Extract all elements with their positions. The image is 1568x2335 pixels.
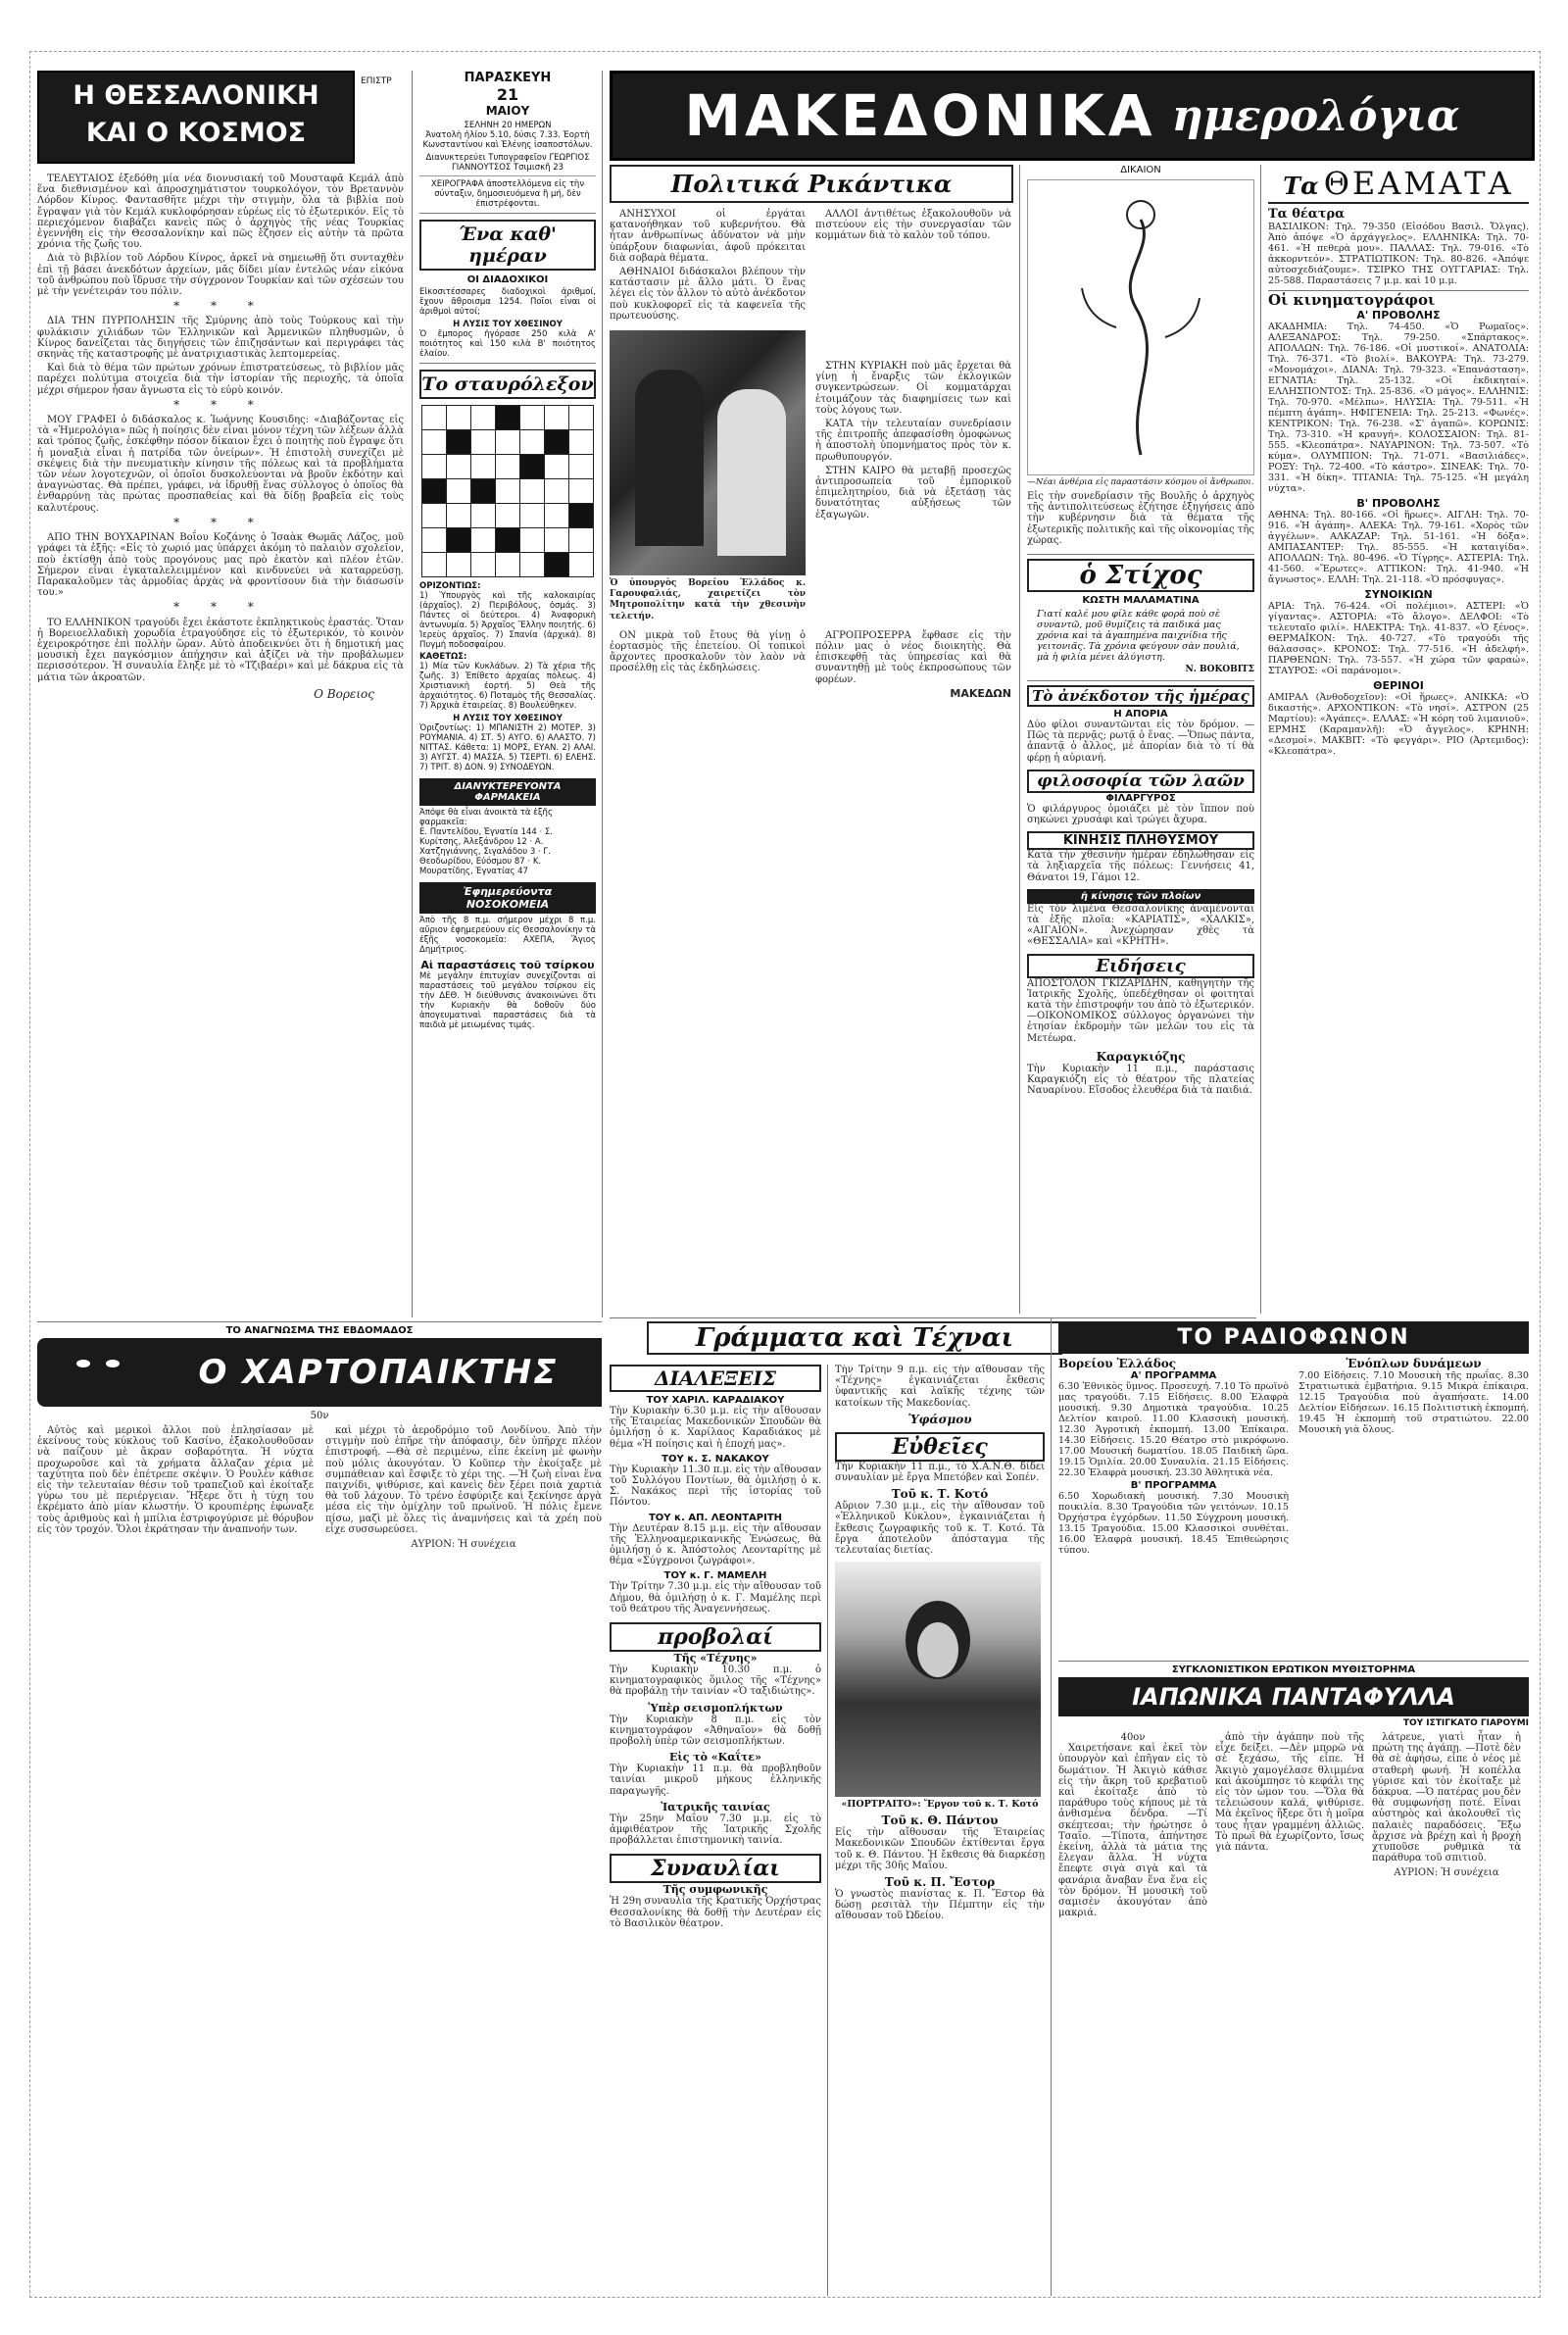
kiniseis-section	[1027, 831, 1254, 883]
iaponika-col-1	[1058, 1732, 1207, 1921]
karagkiozis-text: Τὴν Κυριακὴν 11 π.μ., παράστασις Καραγκιόζη εἰς τὸ θέατρον τῆς πλατείας Ναυαρίνου. Εἴσοδος ἐλευθέρα διὰ τὰ παιδιά.	[1027, 1063, 1254, 1097]
crossword-cell	[471, 455, 496, 479]
seismo-head: Ὑπὲρ σεισμοπλήκτων	[648, 1701, 783, 1714]
portrait-caption: «ΠΟΡΤΡΑΙΤΟ»: Ἔργον τοῦ κ. Τ. Κοτό	[841, 1799, 1039, 1811]
pharmacies-title: ΔΙΑΝΥΚΤΕΡΕΥΟΝΤΑ ΦΑΡΜΑΚΕΙΑ	[419, 778, 596, 806]
second-run-head: Β' ΠΡΟΒΟΛΗΣ	[1356, 497, 1441, 510]
iaponika-episode: 40ον	[1120, 1732, 1146, 1743]
section-stars: * * *	[173, 299, 268, 314]
makedonika-banner-script: ημερολόγια	[1171, 90, 1460, 141]
crossword-down: 1) Μία τῶν Κυκλάδων. 2) Τὰ χέρια τῆς ζωῆς. 3) Ἐπίθετο ἀρχαίας πόλεως. 4) Χριστιανικὴ ἑορτή. 5) Θεὰ τῆς ἀρχαιότητος. 6) Ποταμὸς τῆς Θεσσαλίας. 7) Ἀρχικὰ ἑταιρείας. 8) Βουλεύθηκεν.	[419, 662, 596, 711]
section-stars: * * *	[173, 397, 268, 412]
karagkiozis-title: Καραγκιόζης	[1096, 1049, 1186, 1064]
radio-station: Βορείου Ἑλλάδος	[1058, 1357, 1177, 1370]
column-rule	[1019, 165, 1020, 1314]
date-number: 21	[496, 85, 519, 104]
stixos-section	[1027, 554, 1254, 674]
lecture-4-text: Τὴν Τρίτην 7.30 μ.μ. εἰς τὴν αἴθουσαν τοῦ Δήμου, θὰ ὁμιλήσῃ ὁ κ. Γ. Μαμέλης περὶ τοῦ θεάτρου τῆς Ἀναγεννήσεως.	[610, 1581, 821, 1615]
politika-bottom	[610, 630, 1013, 699]
iaponika-col-2	[1215, 1732, 1364, 1921]
lecture-4-head: ΤΟΥ κ. Γ. ΜΑΜΕΛΗ	[663, 1570, 767, 1582]
crossword-cell	[520, 406, 545, 430]
politika-paragraph: ΑΝΗΣΥΧΟΙ οἱ ἐργάται κατανοήθηκαν τοῦ κυβερνήτου. Θὰ ἦταν ἀνθρωπίνως ἀδύνατον νὰ μὴν ὑπάρξουν διαφωνίαι, ἀφοῦ πρόκειται διὰ σοβαρὰ θέματα.	[610, 209, 806, 264]
column-rule	[1260, 165, 1261, 1314]
politika-paragraph: ΑΘΗΝΑΙΟΙ διδάσκαλοι βλέπουν τὴν κατάστασιν μὲ ἄλλο μάτι. Ὁ ἕνας λέγει εἰς τὸν ἄλλον τὸ αὐτὸ ἀνέκδοτον ποὺ κυκλοφορεῖ εἰς τὰ καφενεῖα τῆς πρωτευούσης.	[610, 267, 806, 322]
crossword-cell	[520, 528, 545, 553]
photo-figure-left	[635, 370, 704, 546]
anekdoton-section	[1027, 680, 1254, 764]
thessaloniki-body	[37, 174, 404, 700]
anekdoton-subtitle: Η ΑΠΟΡΙΑ	[1113, 709, 1168, 720]
kaite-text: Τὴν Κυριακὴν 11 π.μ. θὰ προβληθοῦν ταινίαι μικροῦ μήκους ἑλληνικῆς παραγωγῆς.	[610, 1764, 821, 1797]
kotop-text: Αὔριον 7.30 μ.μ., εἰς τὴν αἴθουσαν τοῦ «Ἑλληνικοῦ Κύκλου», ἐγκαινιάζεται ἡ ἔκθεσις ζωγραφικῆς τοῦ κ. Τ. Κοτό. Τὰ ἔργα ἀποτελοῦν ἀπόσταγμα τῆς τελευταίας διετίας.	[835, 1501, 1045, 1557]
crossword-cell	[447, 430, 471, 455]
crossword-cell	[545, 528, 569, 553]
yfos-head: Ὑφάσμου	[907, 1412, 972, 1426]
kotop-head: Τοῦ κ. Τ. Κοτό	[891, 1487, 989, 1502]
crossword-cell	[447, 504, 471, 528]
hospitals-title: Ἐφημερεύοντα ΝΟΣΟΚΟΜΕΙΑ	[419, 882, 596, 914]
ena-kath-answer-head: Η ΛΥΣΙΣ ΤΟΥ ΧΘΕΣΙΝΟΥ	[453, 320, 563, 329]
politika-paragraph: ΟΝ μικρὰ τοῦ ἔτους θὰ γίνῃ ὁ ἐορτασμὸς τῆς ἐπετείου. Οἱ τοπικοὶ ἄρχοντες προσκαλοῦν τὸν λαὸν νὰ προσέλθῃ εἰς τὰς ἐκδηλώσεις.	[610, 629, 806, 674]
thessaloniki-paragraph: Καὶ διὰ τὸ θέμα τῶν πρώτων χρόνων ἐπιστρατεύσεως, τὸ βιβλίον μᾶς παρέχει πολύτιμα στοιχεῖα διὰ τὴν ἱστορίαν τῆς περιοχῆς, τὰ ὁποῖα μέχρι σήμερον ἦσαν ἄγνωστα εἰς τὸ εὐρὺ κοινόν.	[37, 363, 404, 396]
theamata-column	[1268, 165, 1529, 1314]
ena-kath-section	[419, 220, 596, 364]
theatres-head: Τα θέατρα	[1268, 207, 1346, 222]
thessaloniki-column	[37, 71, 404, 1314]
cinema-head: Οἱ κινηματογράφοι	[1268, 290, 1529, 309]
lecture-3-text: Τὴν Δευτέραν 8.15 μ.μ. εἰς τὴν αἴθουσαν τῆς Ἑλληνοαμερικανικῆς Ἑνώσεως, θὰ ὁμιλήσῃ ὁ κ. Ἀπόστολος Λεονταρίτης μὲ θέμα «Σύγχρονοι ζωγράφοι».	[610, 1522, 821, 1567]
info-column	[419, 71, 596, 1317]
crossword-cell	[447, 406, 471, 430]
proboles-title: προβολαί	[610, 1622, 821, 1652]
grammata-title: Γράμματα καὶ Τέχναι	[647, 1321, 1062, 1355]
ploia-text: Εἰς τὸν λιμένα Θεσσαλονίκης ἀναμένονται τὰ ἑξῆς πλοῖα: «ΚΑΡΙΑΤΙΣ», «ΧΑΛΚΙΣ», «ΑΙΓΑΙΟΝ». Ἀνεχώρησαν χθὲς τὰ «ΘΕΣΣΑΛΙΑ» καὶ «ΚΡΗΤΗ».	[1027, 903, 1254, 948]
lecture-1-head: ΤΟΥ ΧΑΡΙΛ. ΚΑΡΑΔΙΑΚΟΥ	[646, 1395, 785, 1406]
crossword-cell	[496, 479, 520, 504]
radio-section	[1058, 1321, 1529, 1655]
therinoi-list: ΑΜΙΡΑΛ (Ἀνθοδοχεῖον): «Οἱ ἥρωες». ΑΝΙΚΚΑ: «Ὁ δικαστής». ΑΡΧΟΝΤΙΚΟΝ: «Τὸ νησί». ΑΣΤΡΟΝ (25 Μαρτίου): «Ἀγάπες». ΕΛΛΑΣ: «Ἡ κόρη τοῦ λιμανιοῦ». ΕΡΜΗΣ (Καραμανλῆ): «Ὁ ἄγγελος». ΚΡΗΝΗ: «Δεσμοί». ΜΑΚΒΙΤ: «Τὸ φεγγάρι». ΡΙΟ (Ἀρτεμιδος): «Κλεοπάτρα».	[1268, 692, 1529, 757]
manuscript-note: ΧΕΙΡΟΓΡΑΦΑ ἀποστελλόμενα εἰς τὴν σύνταξιν, δημοσιευόμενα ἢ μή, δὲν ἐπιστρέφονται.	[419, 175, 596, 209]
iatr-head: Ἰατρικῆς ταινίας	[661, 1800, 770, 1813]
crossword-cell	[471, 528, 496, 553]
radio-forces: 7.00 Εἰδήσεις. 7.10 Μουσικὴ τῆς πρωΐας. 8.30 Στρατιωτικὰ ἐμβατήρια. 9.15 Μικρὰ ἐπίκαιρα. 12.15 Τραγούδια ποὺ ἀγαπήσατε. 14.00 Δελτίον Εἰδήσεων. 16.15 Πολιτιστικὴ ἐκπομπή. 19.45 Ἡ ἐκπομπὴ τοῦ στρατιώτου. 22.00 Μουσικὴ γιὰ ὅλους.	[1298, 1370, 1529, 1435]
lecture-3-head: ΤΟΥ κ. ΑΠ. ΛΕΟΝΤΑΡΙΤΗ	[648, 1512, 783, 1523]
crossword-cell	[496, 406, 520, 430]
crossword-cell	[520, 504, 545, 528]
crossword-cell	[569, 528, 594, 553]
iaponika-text: ἀπὸ τὴν ἀγάπην ποὺ τῆς εἶχε δείξει. —Δὲν μπορῶ νὰ σὲ ξεχάσω, τῆς εἶπε. Ἡ Ἀκιγιὸ χαμογέλασε θλιμμένα καὶ ἀκούμπησε τὸ κεφάλι της εἰς τὸν ὦμον του. —Ὅλα θὰ τελειώσουν καλά, ψιθύρισε. Μὰ ἐκεῖνος ἤξερε ὅτι ἡ μοῖρα τους ἦταν γραμμένη ἀλλιῶς. Τὸ πρωΐ θὰ ἐχωρίζοντο, ἴσως γιὰ πάντα.	[1215, 1732, 1364, 1854]
crossword-cell	[471, 479, 496, 504]
column-rule	[1051, 1317, 1052, 2296]
lecture-1-text: Τὴν Κυριακὴν 6.30 μ.μ. εἰς τὴν αἴθουσαν τῆς Ἑταιρείας Μακεδονικῶν Σπουδῶν θὰ ὁμιλήσῃ ὁ κ. Χαρίλαος Καραδιάκος μὲ θέμα «Ἡ ποίησις καὶ ἡ ἐποχή μας».	[610, 1406, 821, 1450]
crossword-cell	[471, 504, 496, 528]
anekdoton-text: Δύο φίλοι συναντῶνται εἰς τὸν δρόμον. —Πῶς τὰ περνᾷς; ρωτᾷ ὁ ἕνας. —Ὅπως πάντα, ἀπαντᾷ ὁ ἄλλος, μὲ ἀπορίαν διὰ τὸ τί θὰ φέρῃ ἡ αὐριανή.	[1027, 720, 1254, 764]
crossword-cell	[496, 504, 520, 528]
radio-prog2: 6.50 Χορωδιακὴ μουσική. 7.30 Μουσικὴ ποικιλία. 8.30 Τραγούδια τῶν γειτόνων. 10.15 Ὀρχήστρα ἐγχόρδων. 11.50 Σύγχρονη μουσική. 13.15 Τραγούδια. 15.00 Κλασσικοὶ συνθέται. 16.00 Ἐλαφρὰ μουσική. 18.45 Ἐπιθεώρησις τύπου.	[1058, 1491, 1289, 1556]
radio-prog1-head: Α' ΠΡΟΓΡΑΜΜΑ	[1130, 1370, 1217, 1381]
politika-column	[610, 165, 1013, 1314]
crossword-cell	[422, 504, 447, 528]
section-stars: * * *	[173, 515, 268, 529]
kaite-head: Εἰς τὸ «Καΐτε»	[669, 1751, 761, 1764]
moon-phase: ΣΕΛΗΝΗ 20 ΗΜΕΡΩΝ	[464, 121, 552, 130]
sun-info: Ἀνατολὴ ἡλίου 5.10, δύσις 7.33. Ἑορτὴ Κωνσταντίνου καὶ Ἑλένης ἰσαποστόλων.	[422, 130, 593, 150]
ena-kath-title: Ένα καθ' ημέραν	[419, 220, 596, 271]
face-eye	[76, 1360, 90, 1367]
pharmacies-section	[419, 778, 596, 876]
chartopaiktis-footer: ΑΥΡΙΟΝ: Ἡ συνέχεια	[411, 1539, 516, 1551]
crossword-cell	[569, 430, 594, 455]
politika-col-a	[610, 209, 806, 324]
first-run-head: Α' ΠΡΟΒΟΛΗΣ	[1356, 309, 1441, 322]
chartopaiktis-col-2	[325, 1425, 602, 1550]
stixos-poem: Γιατί καλέ μου φίλε κάθε φορά ποὺ σὲ συναντῶ, μοῦ θυμίζεις τὰ παιδικά μας χρόνια καὶ τὰ ἀγαπημένα παιχνίδια τῆς γειτονιᾶς. Τὰ χρόνια φεύγουν σὰν πουλιά, μὰ ἡ φιλία μένει ἀλύγιστη.	[1037, 609, 1240, 664]
face-eye	[106, 1360, 120, 1367]
theamata-title-script: Τα	[1283, 172, 1319, 200]
section-rule	[37, 1321, 602, 1322]
grammata-intro: Τὴν Τρίτην 9 π.μ. εἰς τὴν αἴθουσαν τῆς «Τέχνης» ἐγκαινιάζεται ἔκθεσις ὑφαντικῆς καὶ λαϊκῆς τέχνης τῶν κατοίκων τῆς Μακεδονίας.	[835, 1365, 1045, 1409]
makedonika-banner	[610, 71, 1535, 161]
eidiseis-text: ΑΠΟΣΤΟΛΟΝ ΓΚΙΖΑΡΙΔΗΝ, καθηγητὴν τῆς Ἱατρικῆς Σχολῆς, ὑπεδέχθησαν οἱ φοιτηταὶ κατὰ τὴν ἐπιστροφήν του ἀπὸ τὸ ἐξωτερικόν. —ΟΙΚΟΝΟΜΙΚΟΣ σύλλογος ὀργανώνει τὴν ἐτησίαν ἐκδρομὴν τῶν μελῶν του εἰς τὰ Μετέωρα.	[1027, 977, 1254, 1044]
thessaloniki-title-line2: ΚΑΙ Ο ΚΟΣΜΟΣ	[85, 118, 307, 148]
lecture-2-head: ΤΟΥ κ. Σ. ΝΑΚΑΚΟΥ	[662, 1453, 769, 1465]
symph-text: Ἡ 29η συναυλία τῆς Κρατικῆς Ὀρχήστρας Θεσσαλονίκης θὰ δοθῇ τὴν Δευτέραν εἰς τὸ Βασιλικὸν θέατρον.	[610, 1896, 821, 1929]
filosofia-subtitle: ΦΙΛΑΡΓΥΡΟΣ	[1105, 792, 1176, 804]
proboles-text: Τὴν Κυριακὴν 10.30 π.μ. ὁ κινηματογραφικὸς ὅμιλος τῆς «Τέχνης» θὰ προβάλῃ τὴν ταινίαν «Ὁ ταξιδιώτης».	[610, 1664, 821, 1698]
crossword-cell	[447, 553, 471, 577]
iaponika-footer: ΑΥΡΙΟΝ: Ἡ συνέχεια	[1394, 1867, 1499, 1879]
thessaloniki-paragraph: ΤΕΛΕΥΤΑΙΟΣ ἐξεδόθη μία νέα διονυσιακή τοῦ Μουσταφᾶ Κεμάλ ἀπὸ ἕνα διεθνισμένον καὶ ἀπροσχημάτιστον τουρκολόγον, τὸν Βρεταννὸν Λόρδον Κίνρος. Φαντασθῆτε μέχρι τὴν στιγμὴν, ὅλα τὰ βιβλία ποὺ ἔγραψαν γιὰ τὸν Κεμάλ κυκλοφόρησαν εὐρέως εἰς τὸ ἐξωτερικόν. Εἰς τὸ περιεχόμενον διαβάζει κανεὶς πῶς ὁ ἀρχηγὸς τῆς νέας Τουρκίας ἐγεννήθη εἰς τὴν Θεσσαλονίκην καὶ πῶς ἔζησεν εἰς αὐτὴν τὰ πρῶτα χρόνια τῆς ζωῆς του.	[37, 174, 404, 251]
crossword-cell	[496, 430, 520, 455]
seismo-text: Τὴν Κυριακὴν 8 π.μ. εἰς τὸν κινηματογράφον «Ἀθηναῖον» θὰ δοθῇ προβολὴ ὑπὲρ τῶν σεισμοπλήκτων.	[610, 1714, 821, 1748]
crossword-cell	[520, 553, 545, 577]
crossword-cell	[569, 504, 594, 528]
iaponika-title: ΙΑΠΩΝΙΚΑ ΠΑΝΤΑΦΥΛΛΑ	[1058, 1677, 1529, 1716]
ena-kath-answer: Ὁ ἔμπορος ἠγόρασε 250 κιλὰ Α' ποιότητος καὶ 150 κιλὰ Β' ποιότητος ἐλαίου.	[419, 329, 596, 359]
eidiseis-section	[1027, 954, 1254, 1044]
karagkiozis-section	[1027, 1050, 1254, 1097]
chartopaiktis-face	[37, 1338, 155, 1407]
crossword-cell	[496, 553, 520, 577]
ena-kath-subtitle: ΟΙ ΔΙΑΔΟΧΙΚΟΙ	[466, 274, 549, 285]
politika-lower	[815, 361, 1011, 523]
printer-info: Διανυκτερεύει Τυπογραφεῖον ΓΕΩΡΓΙΟΣ ΓΙΑΝΝΟΥΤΣΟΣ Τσιμισκῆ 23	[425, 153, 590, 173]
crossword-cell	[569, 479, 594, 504]
crossword-cell	[545, 430, 569, 455]
thessaloniki-paragraph: ΑΠΟ ΤΗΝ ΒΟΥΧΑΡΙΝΑΝ Βοΐου Κοζάνης ὁ Ἰσαὰκ Θωμᾶς Λάζος, μοῦ γράφει τὰ ἑξῆς: «Εἰς τὸ χωριό μας ὑπάρχει ἀκόμη τὸ παλαιὸν σχολεῖον, ποὺ ἐκτίσθη ἀπὸ τοὺς προγόνους μας πρὸ ἑκατὸν καὶ πλέον ἐτῶν. Σήμερον εἶναι ἐγκαταλελειμμένον καὶ κινδυνεύει νὰ καταρρεύσῃ. Παρακαλοῦμεν τὰς ἁρμοδίας ἀρχὰς νὰ φροντίσουν διὰ τὴν διάσωσίν του.»	[37, 532, 404, 599]
chartopaiktis-section	[37, 1325, 602, 2296]
crossword-cell	[422, 406, 447, 430]
circus-text: Μὲ μεγάλην ἐπιτυχίαν συνεχίζονται αἱ παραστάσεις τοῦ μεγάλου τσίρκου εἰς τὴν ΔΕΘ. Ἡ διεύθυνσις ἀνακοινώνει ὅτι τὴν Κυριακὴν θὰ δοθοῦν δύο ἀπογευματιναὶ παραστάσεις διὰ τὰ παιδιὰ μὲ μειωμένας τιμάς.	[419, 971, 596, 1030]
theatres-list: ΒΑΣΙΛΙΚΟΝ: Τηλ. 79-350 (Εἰσόδου Βασιλ. Ὄλγας). Ἀπὸ ἀπόψε «Ὁ ἀρχάγγελος». ΕΛΛΗΝΙΚΑ: Τηλ. 70-461. «Ἡ πεθερὰ μου». ΠΑΛΛΑΣ: Τηλ. 79-016. «Τὸ ἀκκορντεόν». ΣΤΡΑΤΙΩΤΙΚΟΝ: Τηλ. 80-826. «Ἀπόψε αὐτοσχεδιάζουμε». ΤΣΙΡΚΟ ΤΗΣ ΟΥΓΓΑΡΙΑΣ: Τηλ. 25-588. Παραστάσεις 7 μ.μ. καὶ 10 μ.μ.	[1268, 222, 1529, 286]
politika-paragraph: ΣΤΗΝ ΚΥΡΙΑΚΗ ποὺ μᾶς ἔρχεται θὰ γίνῃ ἡ ἔναρξις τῶν ἐκλογικῶν συγκεντρώσεων. Οἱ κομματάρχαι ἑτοιμάζουν τὰς διαφημίσεις των καὶ τοὺς λόγους των.	[815, 361, 1011, 416]
chartopaiktis-subtitle: ΤΟ ΑΝΑΓΝΩΣΜΑ ΤΗΣ ΕΒΔΟΜΑΔΟΣ	[225, 1325, 414, 1336]
proboles-sub: Τῆς «Τέχνης»	[673, 1652, 758, 1665]
radio-forces-head: Ἐνόπλων δυνάμεων	[1346, 1357, 1482, 1370]
pantou-head: Τοῦ κ. Θ. Πάντου	[881, 1813, 999, 1828]
eftheies-text: Τὴν Κυριακὴν 11 π.μ., τὸ Χ.Α.Ν.Θ. δίδει συναυλίαν μὲ ἔργα Μπετόβεν καὶ Σοπέν.	[835, 1461, 1045, 1484]
eftheies-title: Εὐθεῖες	[835, 1432, 1045, 1462]
crossword-cell	[447, 479, 471, 504]
crossword-section	[419, 370, 596, 772]
ploia-title: ἡ κίνησις τῶν πλοίων	[1027, 889, 1254, 904]
lecture-2-text: Τὴν Κυριακὴν 11.30 π.μ. εἰς τὴν αἴθουσαν τοῦ Συλλόγου Ποντίων, θὰ ὁμιλήσῃ ὁ κ. Σ. Νακάκος περὶ τῆς ἱστορίας τοῦ Πόντου.	[610, 1464, 821, 1509]
crossword-across-head: ΟΡΙΖΟΝΤΙΩΣ:	[419, 581, 481, 591]
crossword-cell	[520, 455, 545, 479]
iaponika-byline: ΤΟΥ ΙΣΤΙΓΚΑΤΟ ΓΙΑΡΟΥΜΙ	[1402, 1718, 1529, 1728]
pantou-text: Εἰς τὴν αἴθουσαν τῆς Ἑταιρείας Μακεδονικῶν Σπουδῶν ἐκτίθενται ἔργα τοῦ κ. Θ. Πάντου. Ἡ ἔκθεσις θὰ διαρκέσῃ μέχρι τῆς 30ῆς Μαΐου.	[835, 1827, 1045, 1871]
politika-paragraph: ΣΤΗΝ ΚΑΙΡΟ θὰ μεταβῇ προσεχῶς ἀντιπροσωπεία τοῦ ἐμπορικοῦ ἐπιμελητηρίου, διὰ νὰ ἐξετάσῃ τὰς δυνατότητας αὐξήσεως τῶν ἐξαγωγῶν.	[815, 465, 1011, 521]
theamata-title-box	[1268, 165, 1529, 204]
date-box	[419, 71, 596, 214]
cartoon-caption: —Νέαι ἀνθέρια εἰς παραστάσιν κόσμου οἱ ἄνθρωποι.	[1027, 477, 1254, 487]
first-run-list: ΑΚΑΔΗΜΙΑ: Τηλ. 74-450. «Ὁ Ρωμαῖος». ΑΛΕΞΑΝΔΡΟΣ: Τηλ. 79-250. «Σπάρτακος». ΑΠΟΛΛΩΝ: Τηλ. 76-186. «Οἱ μυστικοί». ΑΝΑΤΟΛΙΑ: Τηλ. 76-371. «Τὸ βιολί». ΒΑΚΟΥΡΑ: Τηλ. 73-279. «Μονομάχοι». ΔΙΑΝΑ: Τηλ. 79-323. «Ἐπανάσταση». ΕΓΝΑΤΙΑ: Τηλ. 25-132. «Οἱ ἐκδικηταί». ΕΛΛΗΣΠΟΝΤΟΣ: Τηλ. 25-836. «Ὁ μάγος». ΕΛΛΗΝΙΣ: Τηλ. 70-970. «Μέλπω». ΗΛΥΣΙΑ: Τηλ. 79-511. «Ἡ πέμπτη ἀγάπη». ΗΦΙΓΕΝΕΙΑ: Τηλ. 25-213. «Φωνές». ΚΕΝΤΡΙΚΟΝ: Τηλ. 76-238. «Σ' ἀγαπῶ». ΚΟΡΩΝΙΣ: Τηλ. 73-310. «Ἡ κραυγή». ΚΟΛΟΣΣΑΙΟΝ: Τηλ. 81-555. «Κλεοπάτρα». ΝΑΥΑΡΙΝΟΝ: Τηλ. 73-507. «Τὸ κύμα». ΟΛΥΜΠΙΟΝ: Τηλ. 71-071. «Βασιλιάδες». ΡΟΞΥ: Τηλ. 72-400. «Τὸ κάστρο». ΣΙΝΕΑΚ: Τηλ. 70-331. «Ἡ δίκη». ΤΙΤΑΝΙΑ: Τηλ. 75-125. «Ἡ μεγάλη νύχτα».	[1268, 322, 1529, 494]
grammata-col-b	[835, 1365, 1045, 2296]
filosofia-title: φιλοσοφία τῶν λαῶν	[1027, 770, 1254, 793]
filosofia-section	[1027, 770, 1254, 825]
crossword-cell	[545, 406, 569, 430]
column-rule	[602, 71, 603, 1317]
politika-paragraph: ΚΑΤΑ τὴν τελευταίαν συνεδρίασιν τῆς ἐπιτροπῆς ἀπεφασίσθη ὁμοφώνως ἡ ἀποστολὴ ὑπομνήματος πρὸς τὸν κ. πρωθυπουργόν.	[815, 419, 1011, 463]
dikaion-cartoon-drawing	[1028, 180, 1253, 474]
crossword-across: 1) Ὑπουργὸς καὶ τῆς καλοκαιρίας (ἀρχαῖος). 2) Περιβόλους, ὀσμάς. 3) Πάντες οἱ δεύτεροι. 4) Ἀναφορικὴ ἀντωνυμία. 5) Ἀρχαῖος Ἕλλην ποιητής. 6) Ἱερεὺς ἀρχαῖος. 7) Σπανία (ἀρχικά). 8) Πυγμὴ ποδοσφαίρου.	[419, 591, 596, 650]
photo-figure-right	[717, 389, 786, 556]
dikaion-text: Εἰς τὴν συνεδρίασιν τῆς Βουλῆς ὁ ἀρχηγὸς τῆς ἀντιπολιτεύσεως ἐζήτησε ἐξηγήσεις ἀπὸ τὴν κυβέρνησιν διὰ τὰ θέματα τῆς ἐξωτερικῆς πολιτικῆς καὶ τῆς οἰκονομίας τῆς χώρας.	[1027, 491, 1254, 546]
crossword-cell	[496, 455, 520, 479]
estop-head: Τοῦ κ. Π. Ἔστορ	[884, 1875, 996, 1890]
stixos-author: ΚΩΣΤΗ ΜΑΛΑΜΑΤΙΝΑ	[1082, 595, 1200, 607]
politika-photo	[610, 330, 806, 575]
synoikia-list: ΑΡΙΑ: Τηλ. 76-424. «Οἱ πολέμιοι». ΑΣΤΕΡΙ: «Ὁ γίγαντας». ΑΣΤΟΡΙΑ: «Τὸ ἄλογο». ΔΕΛΦΟΙ: «Τὸ τελευταῖο φιλί». ΗΛΕΚΤΡΑ: Τηλ. 41-837. «Ὁ ξένος». ΘΕΡΜΑΪΚΟΝ: Τηλ. 40-727. «Τὸ τραγούδι τῆς θάλασσας». ΚΡΟΝΟΣ: Τηλ. 77-516. «Ἡ ἀδελφή». ΠΑΡΘΕΝΩΝ: Τηλ. 73-557. «Ἡ χώρα τῶν φαραώ». ΣΤΑΥΡΟΣ: «Οἱ παράνομοι».	[1268, 601, 1529, 676]
chartopaiktis-title: Ο ΧΑΡΤΟΠΑΙΚΤΗΣ	[155, 1338, 602, 1407]
iaponika-subtitle: ΣΥΓΚΛΟΝΙΣΤΙΚΟΝ ΕΡΩΤΙΚΟΝ ΜΥΘΙΣΤΟΡΗΜΑ	[1171, 1664, 1416, 1675]
hospitals-text: Ἀπὸ τῆς 8 π.μ. σήμερον μέχρι 8 π.μ. αὔριον ἐφημερεύουν εἰς Θεσσαλονίκην τὰ ἑξῆς νοσοκομεῖα: ΑΧΕΠΑ, Ἅγιος Δημήτριος.	[419, 916, 596, 955]
chartopaiktis-banner	[37, 1338, 602, 1407]
anekdoton-title: Τὸ ἀνέκδοτον τῆς ἡμέρας	[1027, 685, 1254, 707]
thessaloniki-title-line1: Η ΘΕΣΣΑΛΟΝΙΚΗ	[73, 80, 319, 111]
crossword-cell	[422, 479, 447, 504]
crossword-cell	[569, 455, 594, 479]
grammata-col-a	[610, 1365, 821, 2296]
synoikia-head: ΣΥΝΟΙΚΙΩΝ	[1364, 588, 1433, 601]
radio-prog1: 6.30 Ἐθνικὸς ὕμνος. Προσευχή. 7.10 Τὸ πρωϊνὸ μας τραγούδι. 7.15 Εἰδήσεις. 8.00 Ἐλαφρὰ μουσική. 9.30 Δημοτικὰ τραγούδια. 10.25 Δελτίον καιροῦ. 11.00 Κλασσικὴ μουσική. 12.30 Ἀγροτικὴ ἐκπομπή. 13.00 Ἐπίκαιρα. 14.30 Εἰδήσεις. 15.20 Θέατρο στὸ μικρόφωνο. 17.00 Μουσικὴ δωματίου. 18.05 Παιδικὴ ὥρα. 19.15 Ὁμιλία. 20.00 Συναυλία. 21.15 Εἰδήσεις. 22.30 Ἐλαφρὰ μουσική. 23.30 Ἀθλητικὰ νέα.	[1058, 1381, 1289, 1478]
dialexeis-head: ΔΙΑΛΕΞΕΙΣ	[610, 1365, 821, 1392]
crossword-cell	[545, 479, 569, 504]
stixos-title: ὁ Στίχος	[1027, 559, 1254, 592]
radio-prog2-head: Β' ΠΡΟΓΡΑΜΜΑ	[1130, 1480, 1217, 1491]
pharmacies-list: Ε. Παντελίδου, Ἐγνατία 144 · Σ. Κυρίτσης, Ἀλεξάνδρου 12 · Α. Χατζηγιάννης, Σιγαλάδου 3 · Γ. Θεοδωρίδου, Εὐόσμου 87 · Κ. Μουρατίδης, Ἐγνατίας 47	[419, 827, 553, 876]
crossword-cell	[422, 430, 447, 455]
column-rule	[412, 71, 413, 1317]
eidiseis-title: Ειδήσεις	[1027, 954, 1254, 978]
portrait-face	[917, 1622, 958, 1677]
crossword-cell	[569, 406, 594, 430]
crossword-answer: Ὁριζοντίως: 1) ΜΠΑΝΙΣΤΗ 2) ΜΟΤΕΡ. 3) ΡΟΥΜΑΝΙΑ. 4) ΣΤ. 5) ΑΥΓΟ. 6) ΑΛΑΣΤΟ. 7) ΝΙΤΤΑΣ. Κάθετα: 1) ΜΟΡΣ, ΕΥΑΝ. 2) ΑΛΑΙ. 3) ΑΥΓΣΤ. 4) ΜΑΣΣΑ. 5) ΤΣΕΡΤΙ. 6) ΕΛΕΗΣ. 7) ΤΡΙΤ. 8) ΔΟΝ. 9) ΣΥΝΟΔΕΥΩΝ.	[419, 723, 596, 772]
section-rule	[610, 1317, 1256, 1318]
crossword-cell	[447, 455, 471, 479]
misc-column	[1027, 165, 1254, 1314]
crossword-cell	[422, 553, 447, 577]
date-day: ΠΑΡΑΣΚΕΥΗ	[464, 71, 552, 85]
iaponika-text: λάτρευε, γιατὶ ἦταν ἡ πρώτη της ἀγάπη. —Ποτὲ δὲν θὰ σὲ ἀφήσω, εἶπε ὁ νέος μὲ σταθερὴ φωνή. Ἡ κοπέλλα γύρισε καὶ τὸν ἐκοίταξε μὲ δάκρυα. —Ὁ πατέρας μου δὲν θὰ συμφωνήσῃ ποτέ. Εἶναι αὐστηρὸς καὶ ἀκολουθεῖ τὶς παλαιὲς παραδόσεις. Ἔξω ἄρχισε νὰ βρέχῃ καὶ ἡ βροχὴ χτυποῦσε ρυθμικὰ τὰ παράθυρα τοῦ σπιτιοῦ.	[1372, 1732, 1521, 1864]
symph-head: Τῆς συμφωνικῆς	[662, 1883, 768, 1897]
iaponika-col-3	[1372, 1732, 1521, 1921]
crossword-cell	[545, 504, 569, 528]
portrait-photo	[835, 1562, 1041, 1797]
column-rule	[827, 1365, 828, 2296]
therinoi-head: ΘΕΡΙΝΟΙ	[1373, 679, 1424, 692]
sinavliai-title: Συναυλίαι	[610, 1854, 821, 1883]
crossword-cell	[422, 455, 447, 479]
stixos-signature: Ν. ΒΟΚΟΒΙΤΣ	[1185, 665, 1254, 675]
hospitals-section	[419, 882, 596, 1030]
iaponika-section	[1058, 1664, 1529, 2296]
crossword-cell	[471, 430, 496, 455]
chartopaiktis-episode: 50ν	[310, 1411, 329, 1421]
ploia-section	[1027, 889, 1254, 948]
thessaloniki-paragraph: Διὰ τὸ βιβλίον τοῦ Λόρδου Κίνρος, ἀρκεῖ νὰ σημειωθῇ ὅτι συνταχθὲν ἐπὶ τῇ βάσει ἀνεκδότων ἀρχείων, μᾶς δίδει μίαν ἐντελῶς νέαν εἰκόνα τοῦ ἀνθρώπου ποὺ ἵδρυσε τὴν σύγχρονον Τουρκίαν καὶ τῶν σχέσεών του μὲ τὴν γενέτειράν του πόλιν.	[37, 253, 404, 298]
crossword-title: Το σταυρόλεξον	[419, 370, 596, 399]
crossword-answer-head: Η ΛΥΣΙΣ ΤΟΥ ΧΘΕΣΙΝΟΥ	[453, 714, 563, 723]
thessaloniki-paragraph: ΔΙΑ ΤΗΝ ΠΥΡΠΟΛΗΣΙΝ τῆς Σμύρνης ἀπὸ τοὺς Τούρκους καὶ τὴν φυλάκισιν χιλιάδων τῶν Ἑλληνικῶν καὶ Ἀρμενικῶν πληθυσμῶν, ὁ Κίνρος δανείζεται τὰς διηγήσεις τῶν ἐπιζησάντων καὶ περιγράφει τὰς σκηνὰς τῆς καταστροφῆς μὲ ἀνατριχιαστικὰς λεπτομερείας.	[37, 316, 404, 361]
politika-paragraph: ΑΓΡΟΠΡΟΣΕΡΡΑ ἔφθασε εἰς τὴν πόλιν μας ὁ νέος διοικητὴς. Θὰ ἐπισκεφθῇ τὰς ὑπηρεσίας καὶ θὰ συναντηθῇ μὲ τοὺς ἐκπροσώπους τῶν φορέων.	[815, 629, 1011, 685]
crossword-cell	[520, 430, 545, 455]
iatr-text: Τὴν 25ην Μαΐου 7.30 μ.μ. εἰς τὸ ἀμφιθέατρον τῆς Ἰατρικῆς Σχολῆς προβάλλεται ἐπιστημονικὴ ταινία.	[610, 1813, 821, 1847]
politika-photo-caption: Ὁ ὑπουργὸς Βορείου Ἑλλάδος κ. Γαρουφαλιάς, χαιρετίζει τὸν Μητροπολίτην κατὰ τὴν χθεσινὴν τελετήν.	[610, 578, 806, 621]
kiniseis-title: ΚΙΝΗΣΙΣ ΠΛΗΘΥΣΜΟΥ	[1027, 831, 1254, 850]
pharmacies-intro: Ἀπόψε θὰ εἶναι ἀνοικτὰ τὰ ἑξῆς φαρμακεῖα:	[419, 808, 553, 827]
politika-paragraph: ΑΛΛΟΙ ἀντιθέτως ἐξακολουθοῦν νὰ πιστεύουν εἰς τὴν συνεργασίαν τῶν κομμάτων διὰ τὸ καλὸν τοῦ τόπου.	[815, 209, 1011, 242]
dikaion-cartoon	[1027, 179, 1254, 475]
crossword-cell	[545, 553, 569, 577]
crossword-cell	[520, 479, 545, 504]
crossword-cell	[496, 528, 520, 553]
politika-title: Πολιτικά Ρικάντικα	[610, 165, 1013, 203]
crossword-cell	[422, 528, 447, 553]
crossword-cell	[569, 553, 594, 577]
thessaloniki-signature: Ο Βορειος	[314, 686, 374, 701]
crossword-cell	[545, 455, 569, 479]
iaponika-text: Χαιρετήσανε καὶ ἐκεῖ τὸν ὑπουργὸν καὶ ἐπῆγαν εἰς τὸ δωμάτιον. Ἡ Ἀκιγιὸ κάθισε εἰς τὴν ἄκρη τοῦ κρεβατιοῦ καὶ ἐκοίταξε ἀπὸ τὸ παράθυρο τοὺς κήπους μὲ τὰ ἀνθισμένα δένδρα. —Τί σκέπτεσαι; τὴν ἠρώτησε ὁ Τσαΐο. —Τίποτα, ἀπήντησε ἐκείνη, ἀλλὰ τὰ μάτια της ἔλεγαν ἄλλα. Ἡ νύχτα ἔπεφτε σιγὰ σιγὰ καὶ τὰ φανάρια ἄναβαν ἕνα ἕνα εἰς τὸν δρόμον. Ἡ μουσικὴ τοῦ σαμισὲν ἀκουγόταν ἀπὸ μακριά.	[1058, 1743, 1207, 1919]
date-month: ΜΑΙΟΥ	[485, 104, 530, 118]
chartopaiktis-text: Αὐτὸς καὶ μερικοὶ ἄλλοι ποὺ ἐπλησίασαν μὲ ἐκείνους τοὺς κύκλους τοῦ Κασίνο, ἐξακολουθοῦσαν νὰ παίζουν μὲ ἄκραν σοβαρότητα. Ἡ νύχτα προχωροῦσε καὶ τὰ χρήματα ἄλλαζαν χέρια μὲ ταχύτητα ποὺ δὲν ἐπέτρεπε σκέψιν. Ὁ Ρουλὲν κάθισε εἰς τὴν τελευταίαν θέσιν τοῦ τραπεζιοῦ καὶ ἐκοίταξε γύρω του μὲ περιέργειαν. Ἤξερε ὅτι ἡ τύχη του ἐκρέματο ἀπὸ μίαν κλωστήν. Ὁ κρουπιέρης ἐφώναξε τοὺς ἀριθμοὺς καὶ ἡ μπίλια ἐστριφογύρισε μὲ θόρυβον εἰς τὸν τροχόν. Ὅλοι ἐκράτησαν τὴν ἀναπνοήν των.	[37, 1425, 314, 1535]
kiniseis-text: Κατὰ τὴν χθεσινὴν ἡμέραν ἐδηλώθησαν εἰς τὰ ληξιαρχεῖα τῆς πόλεως: Γεννήσεις 41, Θάνατοι 19, Γάμοι 12.	[1027, 850, 1254, 883]
makedonika-banner-title: ΜΑΚΕΔΟΝΙΚΑ	[684, 82, 1156, 149]
second-run-list: ΑΘΗΝΑ: Τηλ. 80-166. «Οἱ ἥρωες». ΑΙΓΛΗ: Τηλ. 70-916. «Ἡ ἀγάπη». ΑΛΕΚΑ: Τηλ. 79-161. «Χορὸς τῶν ἀγγέλων». ΑΛΚΑΖΑΡ: Τηλ. 51-161. «Ἡ δόξα». ΑΜΠΑΣΑΝΤΕΡ: Τηλ. 85-555. «Ἡ καταιγίδα». ΑΠΟΛΛΩΝ: Τηλ. 80-496. «Ὁ Τίγρης». ΑΣΤΕΡΙΑ: Τηλ. 41-560. «Ἔρωτες». ΑΤΤΙΚΟΝ: Τηλ. 41-940. «Ἡ ἄγνωστος». ΕΛΛΗ: Τηλ. 21-118. «Ὁ πρόσφυγας».	[1268, 510, 1529, 585]
crossword-cell	[471, 553, 496, 577]
radio-title: ΤΟ ΡΑΔΙΟΦΩΝΟΝ	[1058, 1321, 1529, 1354]
crossword-grid	[421, 405, 594, 577]
side-mark: ΕΠΙΣΤΡ	[361, 76, 392, 86]
crossword-cell	[471, 406, 496, 430]
theamata-title: ΘΕΑΜΑΤΑ	[1323, 165, 1514, 202]
chartopaiktis-text: καὶ μέχρι τὸ ἀεροδρόμιο τοῦ Λονδίνου. Ἀπὸ τὴν στιγμὴν ποὺ ἐπῆρε τὴν ἀπόφασιν, δὲν ὑπῆρχε πλέον ἐπιστροφή. —Θὰ σὲ περιμένω, εἶπε ἐκείνη μὲ φωνὴν ποὺ μόλις ἀκουγόταν. Ὁ Κοῦπερ τὴν ἐκοίταξε μὲ συμπάθειαν καὶ ἔσφιξε τὸ χέρι της. —Ἡ ζωὴ εἶναι ἕνα παιχνίδι, ψιθύρισε, καὶ κανεὶς δὲν ξέρει ποιὰ χαρτιὰ θὰ τοῦ λάχουν. Τὸ τρένο ἐσφύριξε καὶ ξεκίνησε ἀργὰ μέσα εἰς τὴν ὁμίχλην τοῦ πρωϊνοῦ. Ἡ πόλις ἔμενε πίσω, μαζὶ μὲ ὅλες τὶς ἀναμνήσεις καὶ τὰ χρέη ποὺ εἶχε συσσωρεύσει.	[325, 1425, 602, 1535]
thessaloniki-paragraph: ΤΟ ΕΛΛΗΝΙΚΟΝ τραγούδι ἔχει ἑκάστοτε ἐκπληκτικοὺς ἐραστάς. Ὅταν ἡ Βορειοελλαδικὴ χορωδία ἐτραγούδησε εἰς τὸ ἐξωτερικόν, τὸ κοινὸν ἐχειροκρότησε ἐπὶ πολλὴν ὥραν. Αὐτὸ ἀποδεικνύει ὅτι ἡ δημοτική μας μουσικὴ ἔχει παγκόσμιον ἀπήχησιν καὶ ἀξίζει νὰ τὴν προβάλωμεν περισσότερον. Ἡ συναυλία ἔληξε μὲ τὸ «Τζιβαέρι» καὶ μὲ δάκρυα εἰς τὰ μάτια τῶν ἀκροατῶν.	[37, 617, 404, 683]
section-rule	[1058, 1661, 1529, 1662]
dikaion-label: ΔΙΚΑΙΟΝ	[1120, 165, 1161, 175]
estop-text: Ὁ γνωστὸς πιανίστας κ. Π. Ἔστορ θὰ δώσῃ ρεσιτὰλ τὴν Πέμπτην εἰς τὴν αἴθουσαν τοῦ Ὠδείου.	[835, 1889, 1045, 1922]
ena-kath-text: Εἰκοσιτέσσαρες διαδοχικοὶ ἀριθμοί, ἔχουν ἄθροισμα 1254. Ποῖοι εἶναι οἱ ἀριθμοὶ αὐτοί;	[419, 287, 596, 317]
chartopaiktis-col-1	[37, 1425, 314, 1550]
section-stars: * * *	[173, 600, 268, 615]
politika-col-b	[815, 209, 1011, 324]
filosofia-text: Ὁ φιλάργυρος ὁμοιάζει μὲ τὸν ἵππον ποὺ σηκώνει χρυσάφι καὶ τρώγει ἄχυρα.	[1027, 803, 1254, 826]
politika-signature: ΜΑΚΕΔΩΝ	[950, 686, 1011, 700]
crossword-down-head: ΚΑΘΕΤΩΣ:	[419, 652, 467, 662]
crossword-cell	[447, 528, 471, 553]
circus-title: Αἱ παραστάσεις τοῦ τσίρκου	[420, 959, 595, 971]
thessaloniki-title-box	[37, 71, 355, 164]
thessaloniki-paragraph: ΜΟΥ ΓΡΑΦΕΙ ὁ διδάσκαλος κ. Ἰωάννης Κουσιδης: «Διαβάζοντας εἰς τὰ «Ἡμερολόγια» πῶς ἡ ποίησις δὲν εἶναι μόνον τέχνη τῶν λέξεων ἀλλὰ καὶ τρόπος ζωῆς, ἐσκέφθην πόσον δίκαιον ἔχει ὁ ποιητὴς ποὺ ἔγραψε ὅτι ἡ μοναξιὰ εἶναι ἡ πατρίδα τῶν ὀνείρων». Ἡ ἐπιστολὴ συνεχίζει μὲ σκέψεις διὰ τὴν πνευματικὴν κίνησιν τῆς πόλεως καὶ τὰ προβλήματα τῶν νέων λογοτεχνῶν, οἱ ὁποῖοι δυσκολεύονται νὰ βροῦν ἐκδότην καὶ ἀναγνώστας. Θὰ πρέπει, γράφει, νὰ ἱδρυθῇ ἕνας σύλλογος ὁ ὁποῖος θὰ ἐνθαρρύνῃ τὰς πρώτας προσπαθείας καὶ θὰ δίδῃ βραβεῖα εἰς τοὺς καλυτέρους.	[37, 415, 404, 514]
